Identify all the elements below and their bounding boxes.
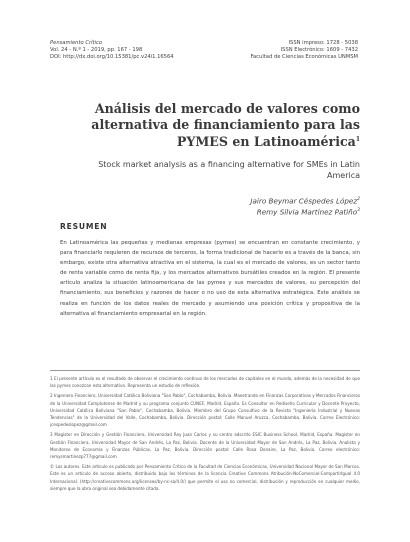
article-subtitle-english <box>50 159 360 181</box>
title-line-2: alternativa de financiamiento para las <box>91 116 360 132</box>
footnote-2: 2 Ingeniero Financiero, Universidad Católica Boliviana "San Pablo", Cochabamba, Bolivia. Maestrando en Finanzas Corporativas y Mercados Financieros de la Universidad Complutense de Madrid y su programa conjunto CUNEF, Madrid, España. Es Consultor en Rediseño Curricular y Docente Proyecto, Universidad Católica Boliviana "San Pablo", Cochabamba, Bolivia. Miembro del Grupo Consultivo de la Revista "Ingeniería Industrial y Nuevas Tendencias" de la Universidad del Valle, Cochabamba, Bolivia. Dirección postal: Calle Manuel Aruzca, Cochabamba, Bolivia. Correo Electrónico: jcespedeslopez@gmail.com <box>50 393 360 428</box>
journal-header-right <box>251 40 359 61</box>
doi-link[interactable]: DOI: http://dx.doi.org/10.15381/pc.v24i1.16564 <box>50 54 174 60</box>
title-line-1: Análisis del mercado de valores como <box>94 101 360 116</box>
title-line-3: PYMES en Latinoamérica <box>176 134 356 150</box>
abstract-heading: RESUMEN <box>60 222 108 231</box>
faculty-name: Facultad de Ciencias Económicas UNMSM <box>250 54 358 60</box>
volume-info: Vol. 24 - N.º 1 - 2019, pp. 167 - 198 <box>50 47 143 53</box>
author-list <box>250 195 360 218</box>
author-footnote-mark[interactable]: 2 <box>357 197 360 202</box>
article-title <box>60 101 360 150</box>
footnote-3: 3 Magíster en Dirección y Gestión Financiera, Universidad Rey Juan Carlos y su centro adscrito ESIC Business School, Madrid, España. Magíster en Gestión Financiera, Universidad Mayor de San Andrés, La Paz, Bolivia. Docente de la Universidad Mayor de San Andrés, La Paz, Bolivia. Analista y Monitoreo de Economía y Finanzas Públicas, La Paz, Bolivia. Dirección postal: Calle Rosa Donaire, La Paz, Bolivia. Correo electrónico: remysmartinezp777@gmail.com <box>50 432 360 460</box>
title-footnote-mark[interactable]: 1 <box>355 136 360 143</box>
author-name: Remy Silvia Martínez Patiño <box>256 207 358 217</box>
issn-print: ISSN impreso: 1728 - 5038 <box>288 40 358 46</box>
footnote-1: 1 El presente artículo es el resultado de observar el crecimiento continuo de los mercados de capitales en el mundo, además de la necesidad de que las pymes conozcan esta alternativa. Representa un estudio de reflexión. <box>50 370 360 389</box>
license-notice: © Los autores. Este artículo es publicado por Pensamiento Crítico de la Facultad de Ciencias Económicas, Universidad Nacional Mayor de San Marcos. Este es un artículo de acceso abierto, distribuido bajo los términos de la licencia Creative Commons Atribución-NoComercial-CompartirIgual 4.0 Internacional. (http://creativecommons.org/licenses/by-nc-sa/4.0/) que permite el uso no comercial, distribución y reproducción en cualquier medio, siempre que la obra original sea debidamente citada. <box>50 464 360 491</box>
issn-electronic: ISSN Electrónico: 1609 - 7432 <box>280 47 358 53</box>
subtitle-line-2: America <box>327 171 360 180</box>
journal-name: Pensamiento Crítico <box>50 40 103 46</box>
subtitle-line-1: Stock market analysis as a financing alternative for SMEs in Latin <box>98 160 360 169</box>
author-footnote-mark[interactable]: 3 <box>357 208 360 214</box>
abstract-text: En Latinoamérica las pequeñas y medianas empresas (pymes) se encuentran en constante crecimiento, y para financiarlo requieren de recursos de terceros, la forma tradicional de hacerlo es a través de la banca, sin embargo, existe otra alternativa atractiva en el sistema, la cual es el mercado de valores, es un sector tanto de renta variable como de renta fija, y los mercados alternativos bursátiles creados en la región. El presente artículo analiza la situación latinoamericana de las pymes y sus mercados de valores, su percepción del financiamiento, sus beneficios y razones de hacer o no uso de esta alternativa estratégica. Este análisis se realiza en función de los datos reales de mercado y asumiendo una posición crítica y propositiva de la alternativa al financiamiento empresarial en la región. <box>60 240 360 317</box>
footnotes <box>50 370 360 495</box>
author-1 <box>250 195 360 206</box>
author-2 <box>250 206 360 217</box>
author-name: Jairo Beymar Céspedes López <box>250 196 358 206</box>
journal-header-left <box>50 40 174 61</box>
